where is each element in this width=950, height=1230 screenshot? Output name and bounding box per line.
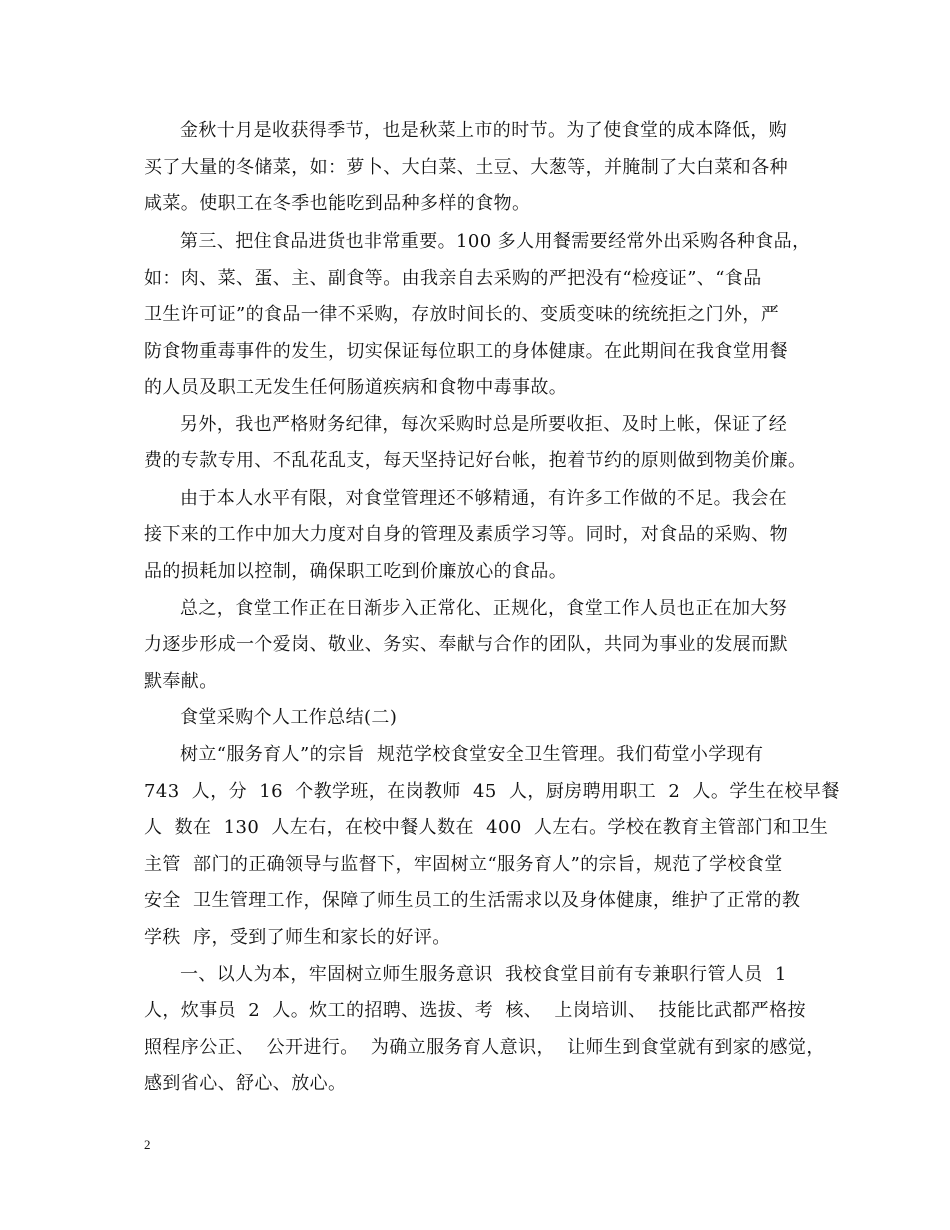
paragraph-line: 人 数在 130 人左右，在校中餐人数在 400 人左右。学校在教育主管部门和卫生 — [144, 817, 829, 838]
paragraph-line: 卫生许可证”的食品一律不采购，存放时间长的、变质变味的统统拒之门外，严 — [144, 304, 780, 325]
paragraph-line: 照程序公正、 公开进行。 为确立服务育人意识， 让师生到食堂就有到家的感觉， — [144, 1037, 825, 1058]
paragraph-line: 一、以人为本，牢固树立师生服务意识 我校食堂目前有专兼职行管人员 1 — [180, 964, 787, 985]
paragraph-line: 由于本人水平有限，对食堂管理还不够精通，有许多工作做的不足。我会在 — [180, 488, 788, 509]
paragraph-line: 的人员及职工无发生任何肠道疾病和食物中毒事故。 — [144, 377, 568, 398]
paragraph-line: 力逐步形成一个爱岗、敬业、务实、奉献与合作的团队，共同为事业的发展而默 — [144, 634, 788, 655]
paragraph-line: 如：肉、菜、蛋、主、副食等。由我亲自去采购的严把没有“检疫证”、“食品 — [144, 268, 762, 289]
paragraph-line: 主管 部门的正确领导与监督下，牢固树立“服务育人”的宗旨，规范了学校食堂 — [144, 854, 783, 875]
paragraph-line: 接下来的工作中加大力度对自身的管理及素质学习等。同时，对食品的采购、物 — [144, 524, 788, 545]
paragraph-line: 防食物重毒事件的发生，切实保证每位职工的身体健康。在此期间在我食堂用餐 — [144, 341, 788, 362]
paragraph-line: 树立“服务育人”的宗旨 规范学校食堂安全卫生管理。我们荀堂小学现有 — [180, 744, 764, 765]
paragraph-line: 人，炊事员 2 人。炊工的招聘、选拔、考 核、 上岗培训、 技能比武都严格按 — [144, 1000, 806, 1021]
paragraph-line: 安全 卫生管理工作，保障了师生员工的生活需求以及身体健康，维护了正常的教 — [144, 890, 801, 911]
paragraph-line: 费的专款专用、不乱花乱支，每天坚持记好台帐，抱着节约的原则做到物美价廉。 — [144, 450, 807, 471]
paragraph-line: 总之，食堂工作正在日渐步入正常化、正规化，食堂工作人员也正在加大努 — [180, 598, 788, 619]
paragraph-line: 金秋十月是收获得季节，也是秋菜上市的时节。为了使食堂的成本降低，购 — [180, 120, 788, 141]
paragraph-line: 743 人，分 16 个教学班，在岗教师 45 人，厨房聘用职工 2 人。学生在校早餐 — [144, 781, 840, 802]
paragraph-line: 买了大量的冬储菜，如：萝卜、大白菜、土豆、大葱等，并腌制了大白菜和各种 — [144, 157, 788, 178]
paragraph-line: 默奉献。 — [144, 671, 218, 692]
section-heading: 食堂采购个人工作总结(二) — [180, 707, 398, 728]
paragraph-line: 感到省心、舒心、放心。 — [144, 1073, 347, 1094]
paragraph-line: 另外，我也严格财务纪律，每次采购时总是所要收拒、及时上帐，保证了经 — [180, 414, 788, 435]
paragraph-line: 学秩 序，受到了师生和家长的好评。 — [144, 927, 451, 948]
paragraph-line: 品的损耗加以控制，确保职工吃到价廉放心的食品。 — [144, 561, 568, 582]
paragraph-line: 咸菜。使职工在冬季也能吃到品种多样的食物。 — [144, 193, 531, 214]
paragraph-line: 第三、把住食品进货也非常重要。100 多人用餐需要经常外出采购各种食品， — [180, 231, 811, 252]
page-number: 2 — [144, 1137, 151, 1152]
